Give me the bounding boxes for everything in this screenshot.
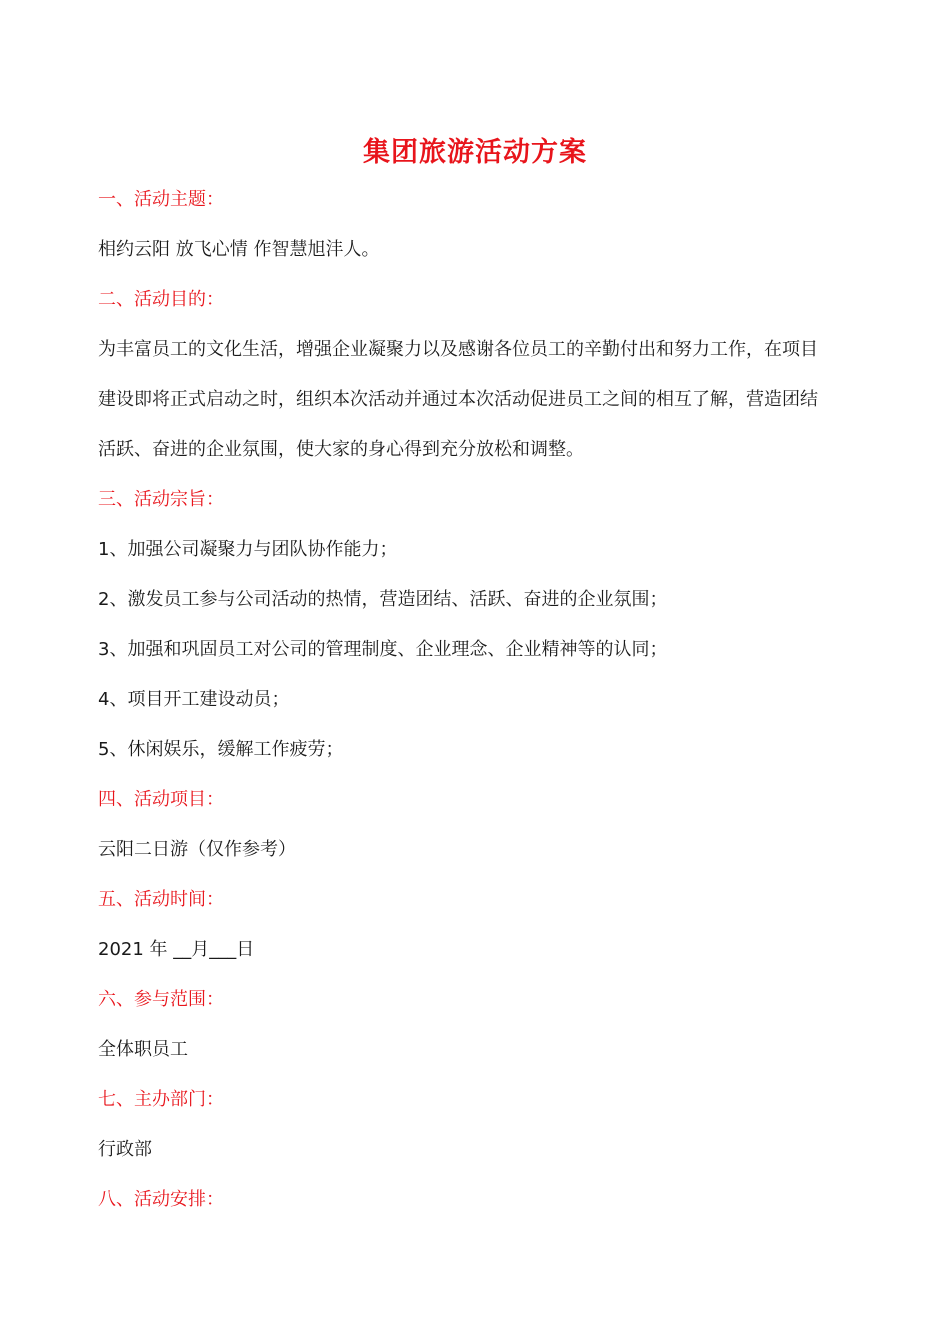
- section-text-project: 云阳二日游（仅作参考）: [98, 839, 296, 860]
- section-text-theme: 相约云阳 放飞心情 作智慧旭沣人。: [98, 239, 380, 260]
- section-heading-project: 四、活动项目：: [98, 789, 224, 810]
- section-heading-time: 五、活动时间：: [98, 889, 224, 910]
- section-text-scope: 全体职员工: [98, 1039, 188, 1060]
- purpose-line-1: 为丰富员工的文化生活，增强企业凝聚力以及感谢各位员工的辛勤付出和努力工作，在项目: [98, 339, 818, 360]
- section-text-time: 2021 年 __月___日: [98, 939, 255, 960]
- list-item: 2、激发员工参与公司活动的热情，营造团结、活跃、奋进的企业氛围；: [98, 589, 668, 610]
- list-item: 5、休闲娱乐，缓解工作疲劳；: [98, 739, 344, 760]
- section-heading-organizer: 七、主办部门：: [98, 1089, 224, 1110]
- section-heading-tenet: 三、活动宗旨：: [98, 489, 224, 510]
- section-heading-arrangement: 八、活动安排：: [98, 1189, 224, 1210]
- purpose-line-3: 活跃、奋进的企业氛围，使大家的身心得到充分放松和调整。: [98, 439, 584, 460]
- section-text-organizer: 行政部: [98, 1139, 152, 1160]
- list-item: 4、项目开工建设动员；: [98, 689, 290, 710]
- list-item: 1、加强公司凝聚力与团队协作能力；: [98, 539, 398, 560]
- document-title: 集团旅游活动方案: [363, 137, 587, 168]
- list-item: 3、加强和巩固员工对公司的管理制度、企业理念、企业精神等的认同；: [98, 639, 668, 660]
- purpose-line-2: 建设即将正式启动之时，组织本次活动并通过本次活动促进员工之间的相互了解，营造团结: [98, 389, 818, 410]
- section-heading-scope: 六、参与范围：: [98, 989, 224, 1010]
- section-heading-theme: 一、活动主题：: [98, 189, 224, 210]
- section-heading-purpose: 二、活动目的：: [98, 289, 224, 310]
